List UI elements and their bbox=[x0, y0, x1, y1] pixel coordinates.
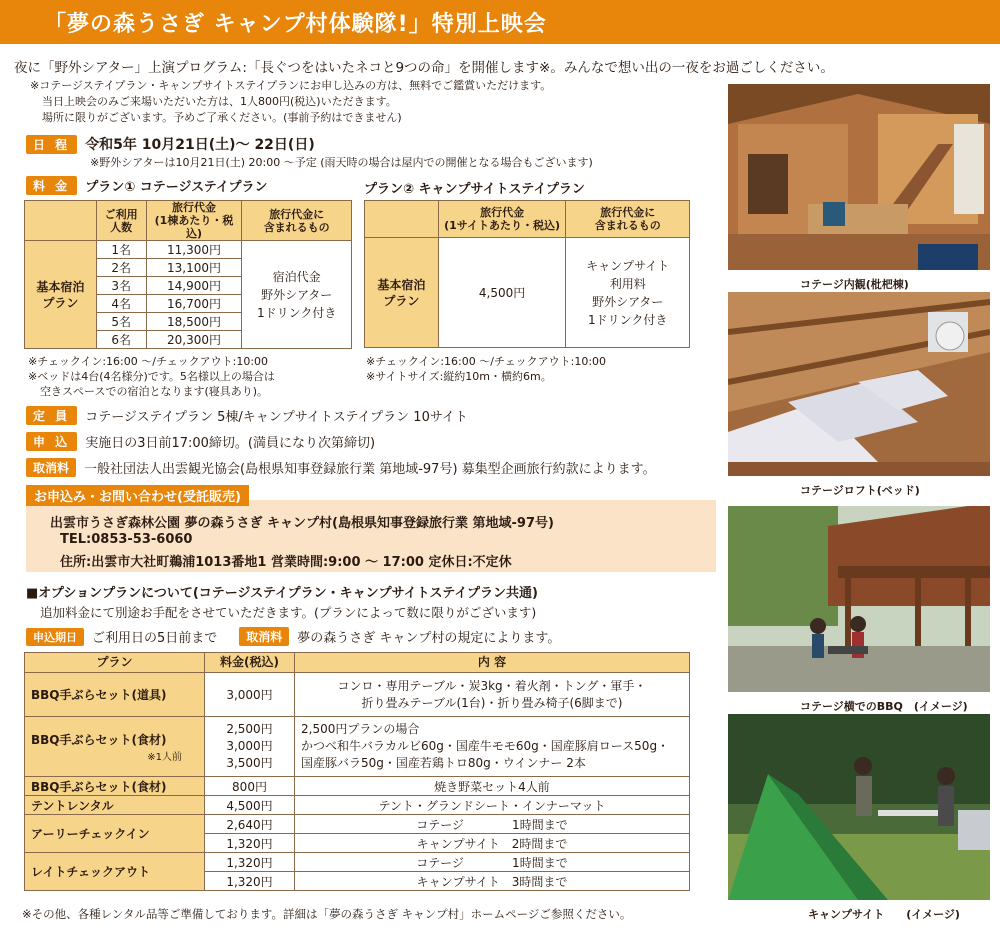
option-content-8: キャンプサイト 3時間まで bbox=[295, 872, 690, 891]
plan1-header-included: 旅行代金に 含まれるもの bbox=[242, 201, 352, 241]
fee-tag: 料 金 bbox=[26, 176, 77, 195]
options-cancel-value: 夢の森うさぎ キャンプ村の規定によります。 bbox=[297, 631, 561, 646]
caption-cottage-loft: コテージロフト(ベッド) bbox=[800, 484, 920, 497]
plan1-price-3: 14,900円 bbox=[146, 277, 242, 295]
options-header-plan: プラン bbox=[25, 653, 205, 673]
plan1-included: 宿泊代金 野外シアター 1ドリンク付き bbox=[242, 241, 352, 349]
options-deadline-row bbox=[26, 627, 560, 646]
plan1-row-label: 基本宿泊 プラン bbox=[25, 241, 97, 349]
title-bar bbox=[0, 0, 1000, 44]
plan2-header-included: 旅行代金に 含まれるもの bbox=[566, 201, 690, 238]
options-heading-text: ■オプションプランについて(コテージステイプラン・キャンプサイトステイプラン共通) bbox=[26, 586, 538, 601]
plan2-note-1: ※チェックイン:16:00 〜/チェックアウト:10:00 bbox=[366, 355, 607, 368]
options-heading bbox=[26, 582, 538, 601]
plan1-people-1: 1名 bbox=[96, 241, 146, 259]
photo-cottage-loft bbox=[728, 292, 990, 476]
cancel-tag: 取消料 bbox=[26, 458, 76, 477]
option-price-7: 1,320円 bbox=[205, 853, 295, 872]
deadline-value: ご利用日の5日前まで bbox=[92, 631, 218, 646]
option-price-6: 1,320円 bbox=[205, 834, 295, 853]
option-content-3: 焼き野菜セット4人前 bbox=[295, 777, 690, 796]
option-price-4: 4,500円 bbox=[205, 796, 295, 815]
plan1-people-2: 2名 bbox=[96, 259, 146, 277]
options-header-price: 料金(税込) bbox=[205, 653, 295, 673]
application-value: 実施日の3日前17:00締切。(満員になり次第締切) bbox=[85, 436, 376, 451]
capacity-row bbox=[26, 406, 468, 425]
plan2-included: キャンプサイト 利用料 野外シアター 1ドリンク付き bbox=[566, 238, 690, 348]
option-price-2: 2,500円 3,000円 3,500円 bbox=[205, 717, 295, 777]
plan1-people-4: 4名 bbox=[96, 295, 146, 313]
option-plan-2: BBQ手ぶらセット(食材) bbox=[31, 732, 167, 747]
cottage-loft-image bbox=[728, 292, 990, 476]
option-price-5: 2,640円 bbox=[205, 815, 295, 834]
contact-heading: お申込み・お問い合わせ(受託販売) bbox=[26, 485, 249, 506]
plan1-note-2: ※ベッドは4台(4名様分)です。5名様以上の場合は bbox=[28, 370, 275, 383]
plan1-title: プラン① コテージステイプラン bbox=[85, 180, 268, 195]
option-content-7: コテージ 1時間まで bbox=[295, 853, 690, 872]
plan2-row-label: 基本宿泊 プラン bbox=[365, 238, 439, 348]
plan2-note-2: ※サイトサイズ:縦約10m・横約6m。 bbox=[366, 370, 552, 383]
option-plan-2-cell bbox=[25, 717, 205, 777]
option-price-3: 800円 bbox=[205, 777, 295, 796]
caption-bbq: コテージ横でのBBQ (イメージ) bbox=[800, 700, 968, 713]
plan1-price-4: 16,700円 bbox=[146, 295, 242, 313]
schedule-value: 令和5年 10月21日(土)〜 22日(日) bbox=[85, 137, 315, 153]
cancel-row bbox=[26, 458, 656, 477]
option-content-6: キャンプサイト 2時間まで bbox=[295, 834, 690, 853]
plan1-note-1: ※チェックイン:16:00 〜/チェックアウト:10:00 bbox=[28, 355, 269, 368]
application-tag: 申 込 bbox=[26, 432, 77, 451]
schedule-tag: 日 程 bbox=[26, 135, 77, 154]
plan1-price-1: 11,300円 bbox=[146, 241, 242, 259]
option-content-5: コテージ 1時間まで bbox=[295, 815, 690, 834]
page-title: 「夢の森うさぎ キャンプ村体験隊!」特別上映会 bbox=[44, 12, 547, 37]
plan1-people-5: 5名 bbox=[96, 313, 146, 331]
plan2-title: プラン② キャンプサイトステイプラン bbox=[364, 182, 585, 197]
caption-cottage-interior: コテージ内観(枇杷棟) bbox=[800, 278, 909, 291]
plan1-header-price: 旅行代金 (1棟あたり・税込) bbox=[146, 201, 242, 241]
option-plan-4: テントレンタル bbox=[25, 796, 205, 815]
intro-note-3: 場所に限りがございます。予めご了承ください。(事前予約はできません) bbox=[42, 111, 402, 124]
contact-box bbox=[26, 500, 716, 572]
plan2-price: 4,500円 bbox=[438, 238, 566, 348]
option-plan-3: BBQ手ぶらセット(食材) bbox=[25, 777, 205, 796]
intro-note-1: ※コテージステイプラン・キャンプサイトステイプランにお申し込みの方は、無料でご鑑賞いただけます。 bbox=[30, 79, 552, 92]
intro-text: 夜に「野外シアター」上演プログラム:「長ぐつをはいたネコと9つの命」を開催します※。みんなで想い出の一夜をお過ごしください。 bbox=[14, 60, 834, 76]
contact-address: 住所:出雲市大社町鵜浦1013番地1 営業時間:9:00 〜 17:00 定休日:不定休 bbox=[60, 555, 512, 570]
options-cancel-tag: 取消料 bbox=[239, 627, 289, 646]
options-sub-text: 追加料金にて別途お手配をさせていただきます。(プランによって数に限りがございます) bbox=[40, 605, 537, 620]
capacity-value: コテージステイプラン 5棟/キャンプサイトステイプラン 10サイト bbox=[85, 410, 468, 425]
option-price-8: 1,320円 bbox=[205, 872, 295, 891]
option-plan-1: BBQ手ぶらセット(道具) bbox=[25, 673, 205, 717]
plan1-price-2: 13,100円 bbox=[146, 259, 242, 277]
plan2-title-row bbox=[364, 178, 585, 197]
options-footer: ※その他、各種レンタル品等ご準備しております。詳細は「夢の森うさぎ キャンプ村」ホームページご参照ください。 bbox=[22, 907, 632, 921]
photo-campsite bbox=[728, 714, 990, 900]
cancel-value: 一般社団法人出雲観光協会(島根県知事登録旅行業 第地域-97号) 募集型企画旅行約款によります。 bbox=[84, 462, 656, 477]
plan1-note-3: 空きスペースでの宿泊となります(寝具あり)。 bbox=[40, 385, 269, 398]
plan1-people-3: 3名 bbox=[96, 277, 146, 295]
option-content-1: コンロ・専用テーブル・炭3kg・着火剤・トング・軍手・ 折り畳みテーブル(1台)・折り畳み椅子(6脚まで) bbox=[295, 673, 690, 717]
capacity-tag: 定 員 bbox=[26, 406, 77, 425]
caption-campsite: キャンプサイト (イメージ) bbox=[808, 908, 960, 921]
deadline-tag: 申込期日 bbox=[26, 628, 84, 646]
intro-note-2: 当日上映会のみご来場いただいた方は、1人800円(税込)いただきます。 bbox=[42, 95, 397, 108]
cottage-interior-image bbox=[728, 84, 990, 270]
schedule-row bbox=[26, 134, 315, 154]
plan1-table bbox=[24, 200, 352, 349]
bbq-image bbox=[728, 506, 990, 692]
campsite-image bbox=[728, 714, 990, 900]
plan1-header-people: ご利用 人数 bbox=[96, 201, 146, 241]
plan2-table bbox=[364, 200, 690, 348]
plan2-header-price: 旅行代金 (1サイトあたり・税込) bbox=[438, 201, 566, 238]
plan1-price-5: 18,500円 bbox=[146, 313, 242, 331]
plan1-price-6: 20,300円 bbox=[146, 331, 242, 349]
option-content-4: テント・グランドシート・インナーマット bbox=[295, 796, 690, 815]
contact-tel[interactable]: TEL:0853-53-6060 bbox=[60, 532, 193, 547]
option-content-2: 2,500円プランの場合 かつべ和牛バラカルビ60g・国産牛モモ60g・国産豚肩ロース50g・ 国産豚バラ50g・国産若鶏トロ80g・ウインナー 2本 bbox=[295, 717, 690, 777]
option-price-1: 3,000円 bbox=[205, 673, 295, 717]
option-plan-5: アーリーチェックイン bbox=[25, 815, 205, 853]
options-header-content: 内 容 bbox=[295, 653, 690, 673]
options-table bbox=[24, 652, 690, 891]
option-plan-7: レイトチェックアウト bbox=[25, 853, 205, 891]
option-plan-2-note: ※1人前 bbox=[147, 751, 182, 763]
photo-cottage-interior bbox=[728, 84, 990, 270]
plan1-people-6: 6名 bbox=[96, 331, 146, 349]
application-row bbox=[26, 432, 375, 451]
photo-bbq bbox=[728, 506, 990, 692]
fee-row bbox=[26, 176, 268, 195]
schedule-note: ※野外シアターは10月21日(土) 20:00 〜予定 (雨天時の場合は屋内での開催となる場合もございます) bbox=[90, 156, 593, 169]
contact-line-1: 出雲市うさぎ森林公園 夢の森うさぎ キャンプ村(島根県知事登録旅行業 第地域-97号) bbox=[50, 516, 554, 531]
options-sub bbox=[40, 603, 536, 621]
